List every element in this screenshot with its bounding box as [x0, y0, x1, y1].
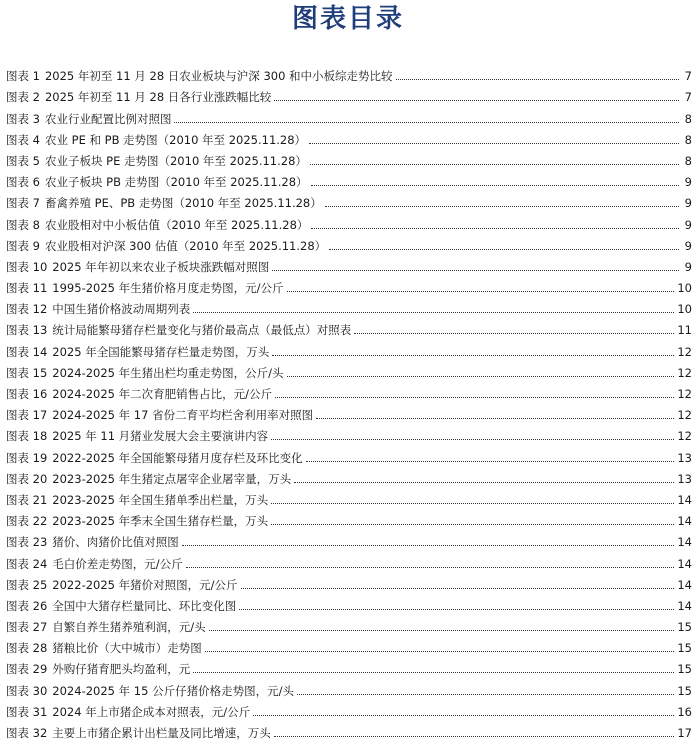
toc-entry-page-number: 12: [677, 365, 692, 380]
page-title: 图表目录: [291, 4, 404, 34]
toc-entry-title: 农业股相对沪深 300 估值（2010 年至 2025.11.28）: [44, 238, 327, 253]
toc-entry-title: 2025 年初至 11 月 28 日农业板块与沪深 300 和中小板综走势比较: [44, 69, 393, 84]
toc-entry[interactable]: [6, 698, 692, 719]
dot-leader: [274, 736, 675, 737]
toc-entry[interactable]: [6, 232, 692, 253]
dot-leader: [241, 588, 675, 589]
toc-entry-page-number: 12: [677, 429, 692, 444]
toc-entry-page-number: 11: [677, 323, 692, 338]
toc-entry[interactable]: [6, 655, 692, 676]
toc-entry-page-number: 10: [677, 302, 692, 317]
toc-entry[interactable]: [6, 210, 692, 231]
toc-entry-page-number: 7: [684, 90, 692, 105]
dot-leader: [174, 122, 679, 123]
toc-entry[interactable]: [6, 295, 692, 316]
toc-entry-page-number: 15: [677, 641, 692, 656]
toc-entry-page-number: 9: [684, 259, 692, 274]
toc-entry-page-number: 14: [677, 514, 692, 529]
toc-entry-label: 图表 28: [6, 641, 48, 656]
toc-entry-label: 图表 29: [6, 662, 48, 677]
toc-entry-page-number: 9: [684, 238, 692, 253]
toc-entry-page-number: 14: [677, 556, 692, 571]
toc-entry-label: 图表 7: [6, 196, 40, 211]
dot-leader: [306, 461, 675, 462]
toc-entry-label: 图表 13: [6, 323, 48, 338]
dot-leader: [396, 79, 679, 80]
toc-entry-title: 2024-2025 年 17 省份二育平均栏舍利用率对照图: [52, 408, 314, 423]
toc-entry-page-number: 17: [677, 726, 692, 740]
toc-entry-title: 2025 年初至 11 月 28 日各行业涨跌幅比较: [44, 90, 272, 105]
toc-entry-title: 2023-2025 年季末全国生猪存栏量，万头: [52, 514, 269, 529]
toc-entry-page-number: 10: [677, 281, 692, 296]
toc-entry-title: 全国中大猪存栏量同比、环比变化图: [52, 598, 237, 613]
toc-entry-label: 图表 4: [6, 132, 40, 147]
toc-entry-label: 图表 14: [6, 344, 48, 359]
toc-entry[interactable]: [6, 253, 692, 274]
dot-leader: [275, 397, 674, 398]
toc-entry[interactable]: [6, 465, 692, 486]
dot-leader: [354, 333, 674, 334]
dot-leader: [294, 482, 674, 483]
toc-entry-title: 农业子板块 PE 走势图（2010 年至 2025.11.28）: [44, 153, 307, 168]
dot-leader: [205, 651, 675, 652]
toc-entry-page-number: 13: [677, 450, 692, 465]
dot-leader: [272, 270, 679, 271]
toc-entry-page-number: 14: [677, 577, 692, 592]
toc-entry[interactable]: [6, 189, 692, 210]
toc-entry[interactable]: [6, 147, 692, 168]
toc-entry[interactable]: [6, 62, 692, 83]
toc-entry-label: 图表 27: [6, 620, 48, 635]
toc-entry-page-number: 8: [684, 111, 692, 126]
toc-entry-title: 2022-2025 年全国能繁母猪月度存栏及环比变化: [52, 450, 303, 465]
toc-entry-label: 图表 31: [6, 704, 48, 719]
toc-entry-page-number: 14: [677, 598, 692, 613]
toc-entry-label: 图表 15: [6, 365, 48, 380]
dot-leader: [209, 630, 675, 631]
toc-entry-label: 图表 25: [6, 577, 48, 592]
toc-entry-title: 1995-2025 年生猪价格月度走势图，元/公斤: [52, 281, 284, 296]
toc-entry-label: 图表 6: [6, 175, 40, 190]
dot-leader: [287, 291, 675, 292]
toc-entry-title: 农业股相对中小板估值（2010 年至 2025.11.28）: [44, 217, 309, 232]
toc-entry-label: 图表 30: [6, 683, 48, 698]
dot-leader: [193, 672, 674, 673]
toc-entry-page-number: 12: [677, 387, 692, 401]
toc-entry-label: 图表 32: [6, 726, 48, 740]
toc-entry-page-number: 7: [684, 69, 692, 84]
toc-entry-title: 2023-2025 年生猪定点屠宰企业屠宰量，万头: [52, 471, 292, 486]
dot-leader: [271, 524, 674, 525]
dot-leader: [271, 503, 674, 504]
toc-entry-title: 统计局能繁母猪存栏量变化与猪价最高点（最低点）对照表: [52, 323, 352, 338]
toc-entry-page-number: 13: [677, 471, 692, 486]
toc-entry-label: 图表 16: [6, 387, 48, 401]
toc-entry-page-number: 9: [684, 175, 692, 190]
toc-entry-label: 图表 2: [6, 90, 40, 105]
dot-leader: [311, 228, 679, 229]
toc-entry-title: 2025 年 11 月猪业发展大会主要演讲内容: [52, 429, 269, 444]
toc-entry[interactable]: [6, 592, 692, 613]
toc-entry-title: 畜禽养殖 PE、PB 走势图（2010 年至 2025.11.28）: [44, 196, 322, 211]
toc-entry[interactable]: [6, 486, 692, 507]
dot-leader: [186, 567, 675, 568]
toc-entry-title: 农业行业配置比例对照图: [44, 111, 172, 126]
toc-entry[interactable]: [6, 676, 692, 697]
toc-entry-page-number: 9: [684, 217, 692, 232]
toc-entry-label: 图表 17: [6, 408, 48, 423]
toc-entry[interactable]: [6, 422, 692, 443]
toc-entry-title: 毛白价差走势图，元/公斤: [52, 556, 183, 571]
toc-entry[interactable]: [6, 571, 692, 592]
toc-entry-page-number: 8: [684, 132, 692, 147]
toc-entry-title: 2024 年上市猪企成本对照表，元/公斤: [52, 704, 251, 719]
toc-entry-title: 2025 年全国能繁母猪存栏量走势图，万头: [52, 344, 270, 359]
toc-entry[interactable]: [6, 719, 692, 740]
toc-entry-label: 图表 23: [6, 535, 48, 550]
toc-entry-page-number: 8: [684, 153, 692, 168]
toc-entry[interactable]: [6, 104, 692, 125]
dot-leader: [309, 143, 679, 144]
toc-entry[interactable]: [6, 507, 692, 528]
toc-entry-title: 2024-2025 年 15 公斤仔猪价格走势图，元/头: [52, 683, 294, 698]
toc-entry[interactable]: [6, 528, 692, 549]
toc-entry[interactable]: [6, 634, 692, 655]
toc-entry-page-number: 14: [677, 535, 692, 550]
toc-entry-label: 图表 20: [6, 471, 48, 486]
toc-entry-title: 自繁自养生猪养殖利润，元/头: [52, 620, 206, 635]
dot-leader: [274, 100, 679, 101]
dot-leader: [193, 312, 674, 313]
toc-entry-label: 图表 1: [6, 69, 40, 84]
toc-entry-page-number: 12: [677, 344, 692, 359]
dot-leader: [272, 355, 674, 356]
toc-entry-page-number: 15: [677, 683, 692, 698]
toc-entry-title: 外购仔猪育肥头均盈利，元: [52, 662, 191, 677]
toc-entry-label: 图表 11: [6, 281, 48, 296]
dot-leader: [297, 694, 674, 695]
toc-entry[interactable]: [6, 126, 692, 147]
toc-entry[interactable]: [6, 359, 692, 380]
toc-entry[interactable]: [6, 549, 692, 570]
toc-entry-title: 2025 年年初以来农业子板块涨跌幅对照图: [52, 259, 270, 274]
toc-entry-title: 2024-2025 年生猪出栏均重走势图，公斤/头: [52, 365, 284, 380]
toc-entry-label: 图表 5: [6, 153, 40, 168]
dot-leader: [329, 249, 679, 250]
dot-leader: [316, 418, 674, 419]
table-of-figures: [6, 62, 692, 740]
toc-entry-title: 主要上市猪企累计出栏量及同比增速，万头: [52, 726, 271, 740]
toc-entry-title: 2023-2025 年全国生猪单季出栏量，万头: [52, 492, 269, 507]
toc-entry-label: 图表 26: [6, 598, 48, 613]
toc-entry-title: 2022-2025 年猪价对照图，元/公斤: [52, 577, 238, 592]
toc-entry-page-number: 16: [677, 704, 692, 719]
toc-entry-label: 图表 19: [6, 450, 48, 465]
toc-entry-title: 农业 PE 和 PB 走势图（2010 年至 2025.11.28）: [44, 132, 307, 147]
dot-leader: [239, 609, 674, 610]
dot-leader: [271, 439, 674, 440]
toc-entry-title: 农业子板块 PB 走势图（2010 年至 2025.11.28）: [44, 175, 308, 190]
dot-leader: [310, 164, 679, 165]
toc-entry-page-number: 15: [677, 662, 692, 677]
dot-leader: [311, 185, 679, 186]
toc-entry[interactable]: [6, 401, 692, 422]
toc-entry-title: 2024-2025 年二次育肥销售占比，元/公斤: [52, 387, 273, 401]
toc-entry[interactable]: [6, 168, 692, 189]
dot-leader: [325, 206, 679, 207]
toc-entry-label: 图表 9: [6, 238, 40, 253]
dot-leader: [253, 715, 674, 716]
toc-entry-label: 图表 3: [6, 111, 40, 126]
toc-entry-label: 图表 12: [6, 302, 48, 317]
toc-entry-label: 图表 21: [6, 492, 48, 507]
toc-entry-label: 图表 24: [6, 556, 48, 571]
dot-leader: [287, 376, 675, 377]
toc-entry-label: 图表 8: [6, 217, 40, 232]
toc-entry[interactable]: [6, 337, 692, 358]
toc-entry-page-number: 14: [677, 492, 692, 507]
toc-entry-title: 猪价、肉猪价比值对照图: [52, 535, 179, 550]
toc-entry-label: 图表 18: [6, 429, 48, 444]
toc-entry-title: 猪粮比价（大中城市）走势图: [52, 641, 202, 656]
toc-entry[interactable]: [6, 443, 692, 464]
toc-entry-page-number: 9: [684, 196, 692, 211]
toc-entry-title: 中国生猪价格波动周期列表: [52, 302, 191, 317]
toc-entry[interactable]: [6, 613, 692, 634]
toc-entry[interactable]: [6, 274, 692, 295]
toc-entry[interactable]: [6, 83, 692, 104]
toc-entry[interactable]: [6, 380, 692, 401]
toc-entry-label: 图表 10: [6, 259, 48, 274]
toc-entry[interactable]: [6, 316, 692, 337]
toc-entry-page-number: 15: [677, 620, 692, 635]
toc-entry-label: 图表 22: [6, 514, 48, 529]
toc-entry-page-number: 12: [677, 408, 692, 423]
dot-leader: [182, 545, 675, 546]
